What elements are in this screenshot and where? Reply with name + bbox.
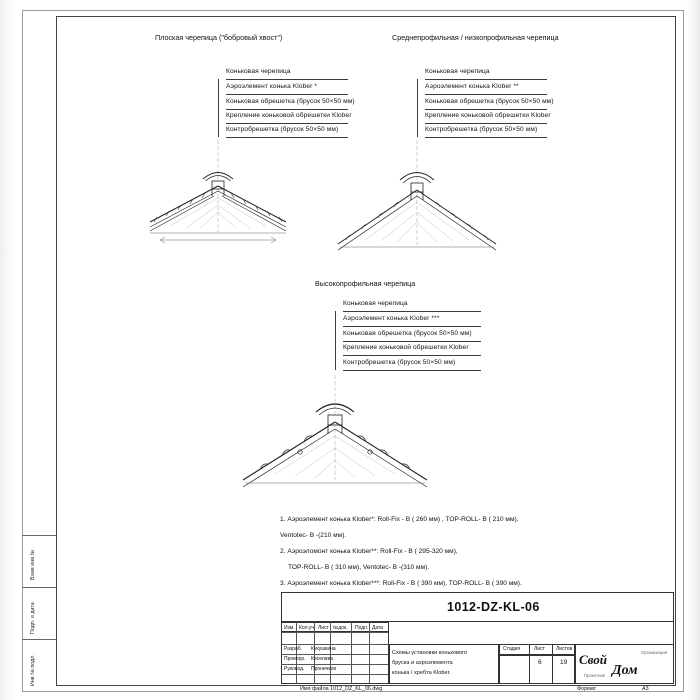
revision-col-podp: Подп. (355, 625, 369, 631)
note-line: 3. Аэроэлемент конька Klober***: Roll-Fix - B ( 390 мм), TOP-ROLL- B ( 390 мм). (280, 580, 522, 587)
note-line: 1. Аэроэлемент конька Klober*: Roll-Fix - B ( 260 мм) , TOP-ROLL- B ( 210 мм), (280, 516, 519, 523)
callout-text: Аэроэлемент конька Klober *** (343, 315, 440, 322)
section-title-mid: Среднепрофильная / низкопрофильная черепица (392, 33, 559, 42)
side-stamp-label-1: Инв № подл. (30, 654, 36, 686)
revision-col-doc: №док. (333, 625, 348, 631)
role-label: Разраб. (284, 646, 303, 652)
drawing-name-line: конька / хребта Klober. (392, 670, 451, 676)
company-tag1: Проектная (584, 673, 606, 678)
callout-text: Аэроэлемент конька Klober * (226, 83, 318, 90)
callout-text: Коньковая черепица (425, 68, 490, 75)
callout-text: Контробрешетка (брусок 50×50 мм) (343, 359, 456, 366)
role-name: Киселева (311, 656, 333, 662)
sheet-code: 1012-DZ-KL-06 (447, 600, 540, 614)
sheet-value: 6 (538, 659, 542, 666)
revision-col-list: Лист (318, 625, 329, 631)
format-label: Формат (577, 686, 597, 692)
side-stamp-label-3: Взам инв.№ (30, 549, 36, 580)
section-title-flat: Плоская черепица ("бобровый хвост") (155, 33, 283, 42)
section-title-high: Высокопрофильная черепица (315, 279, 416, 288)
stage-sep (552, 644, 553, 684)
format-value: A3 (642, 686, 649, 692)
side-stamp-label-2: Подп. и дата (30, 602, 36, 634)
detail-mid-profile-tile (338, 140, 496, 250)
note-line: TOP-ROLL- B ( 310 мм), Ventotec- B -(310 мм). (288, 564, 430, 571)
role-label: Проверр. (284, 656, 306, 662)
revision-col-data: Дата (372, 625, 384, 631)
company-tag2: Организация (641, 650, 667, 655)
company-name-line2: Дом (612, 663, 638, 678)
callout-text: Контробрешетка (брусок 50×50 мм) (226, 126, 339, 133)
callout-text: Коньковая черепица (226, 68, 291, 75)
role-name: Кукушкина (311, 646, 336, 652)
file-name-label: Имя файла 1012_DZ_KL_06.dwg (300, 686, 383, 692)
stage-sep (529, 644, 530, 684)
note-line: 2. Аэроэломонт конька Klober**: Roll-Fix - B ( 295-320 мм), (280, 548, 458, 555)
revision-col-izm: Изм. (284, 625, 295, 631)
sheet-header: Лист (534, 646, 545, 652)
callout-text: Крепление коньковой обрешетки Klober (226, 112, 352, 119)
sheets-header: Листов (556, 646, 573, 652)
callout-text: Коньковая черепица (343, 300, 408, 307)
callout-text: Коньковая обрешетка (брусок 50×50 мм) (226, 98, 355, 105)
callout-text: Коньковая обрешетка (брусок 50×50 мм) (343, 330, 472, 337)
callout-text: Коньковая обрешетка (брусок 50×50 мм) (425, 98, 554, 105)
revision-col-kol: Кол.уч (299, 625, 314, 631)
role-name: Проничков (311, 666, 336, 672)
callout-text: Крепление коньковой обрешетки Klober (425, 112, 551, 119)
stage-header: Стадия (503, 646, 521, 652)
note-line: Ventotec- B -(210 мм). (280, 532, 347, 539)
drawing-name-line: Схемы установки конькового (392, 650, 468, 656)
callout-text: Контробрешетка (брусок 50×50 мм) (425, 126, 538, 133)
sheets-value: 19 (560, 659, 568, 666)
callout-text: Аэроэлемент конька Klober ** (425, 83, 519, 90)
revision-rule (281, 632, 389, 633)
detail-flat-tile (150, 140, 286, 243)
company-name-line1: Свой (579, 652, 608, 667)
role-label: Руковод. (284, 666, 305, 672)
drawing-name-line: бруска и аэроэлемента (392, 660, 453, 666)
callout-text: Крепление коньковой обрешетки Klober (343, 344, 469, 351)
detail-high-profile-tile (243, 375, 427, 487)
